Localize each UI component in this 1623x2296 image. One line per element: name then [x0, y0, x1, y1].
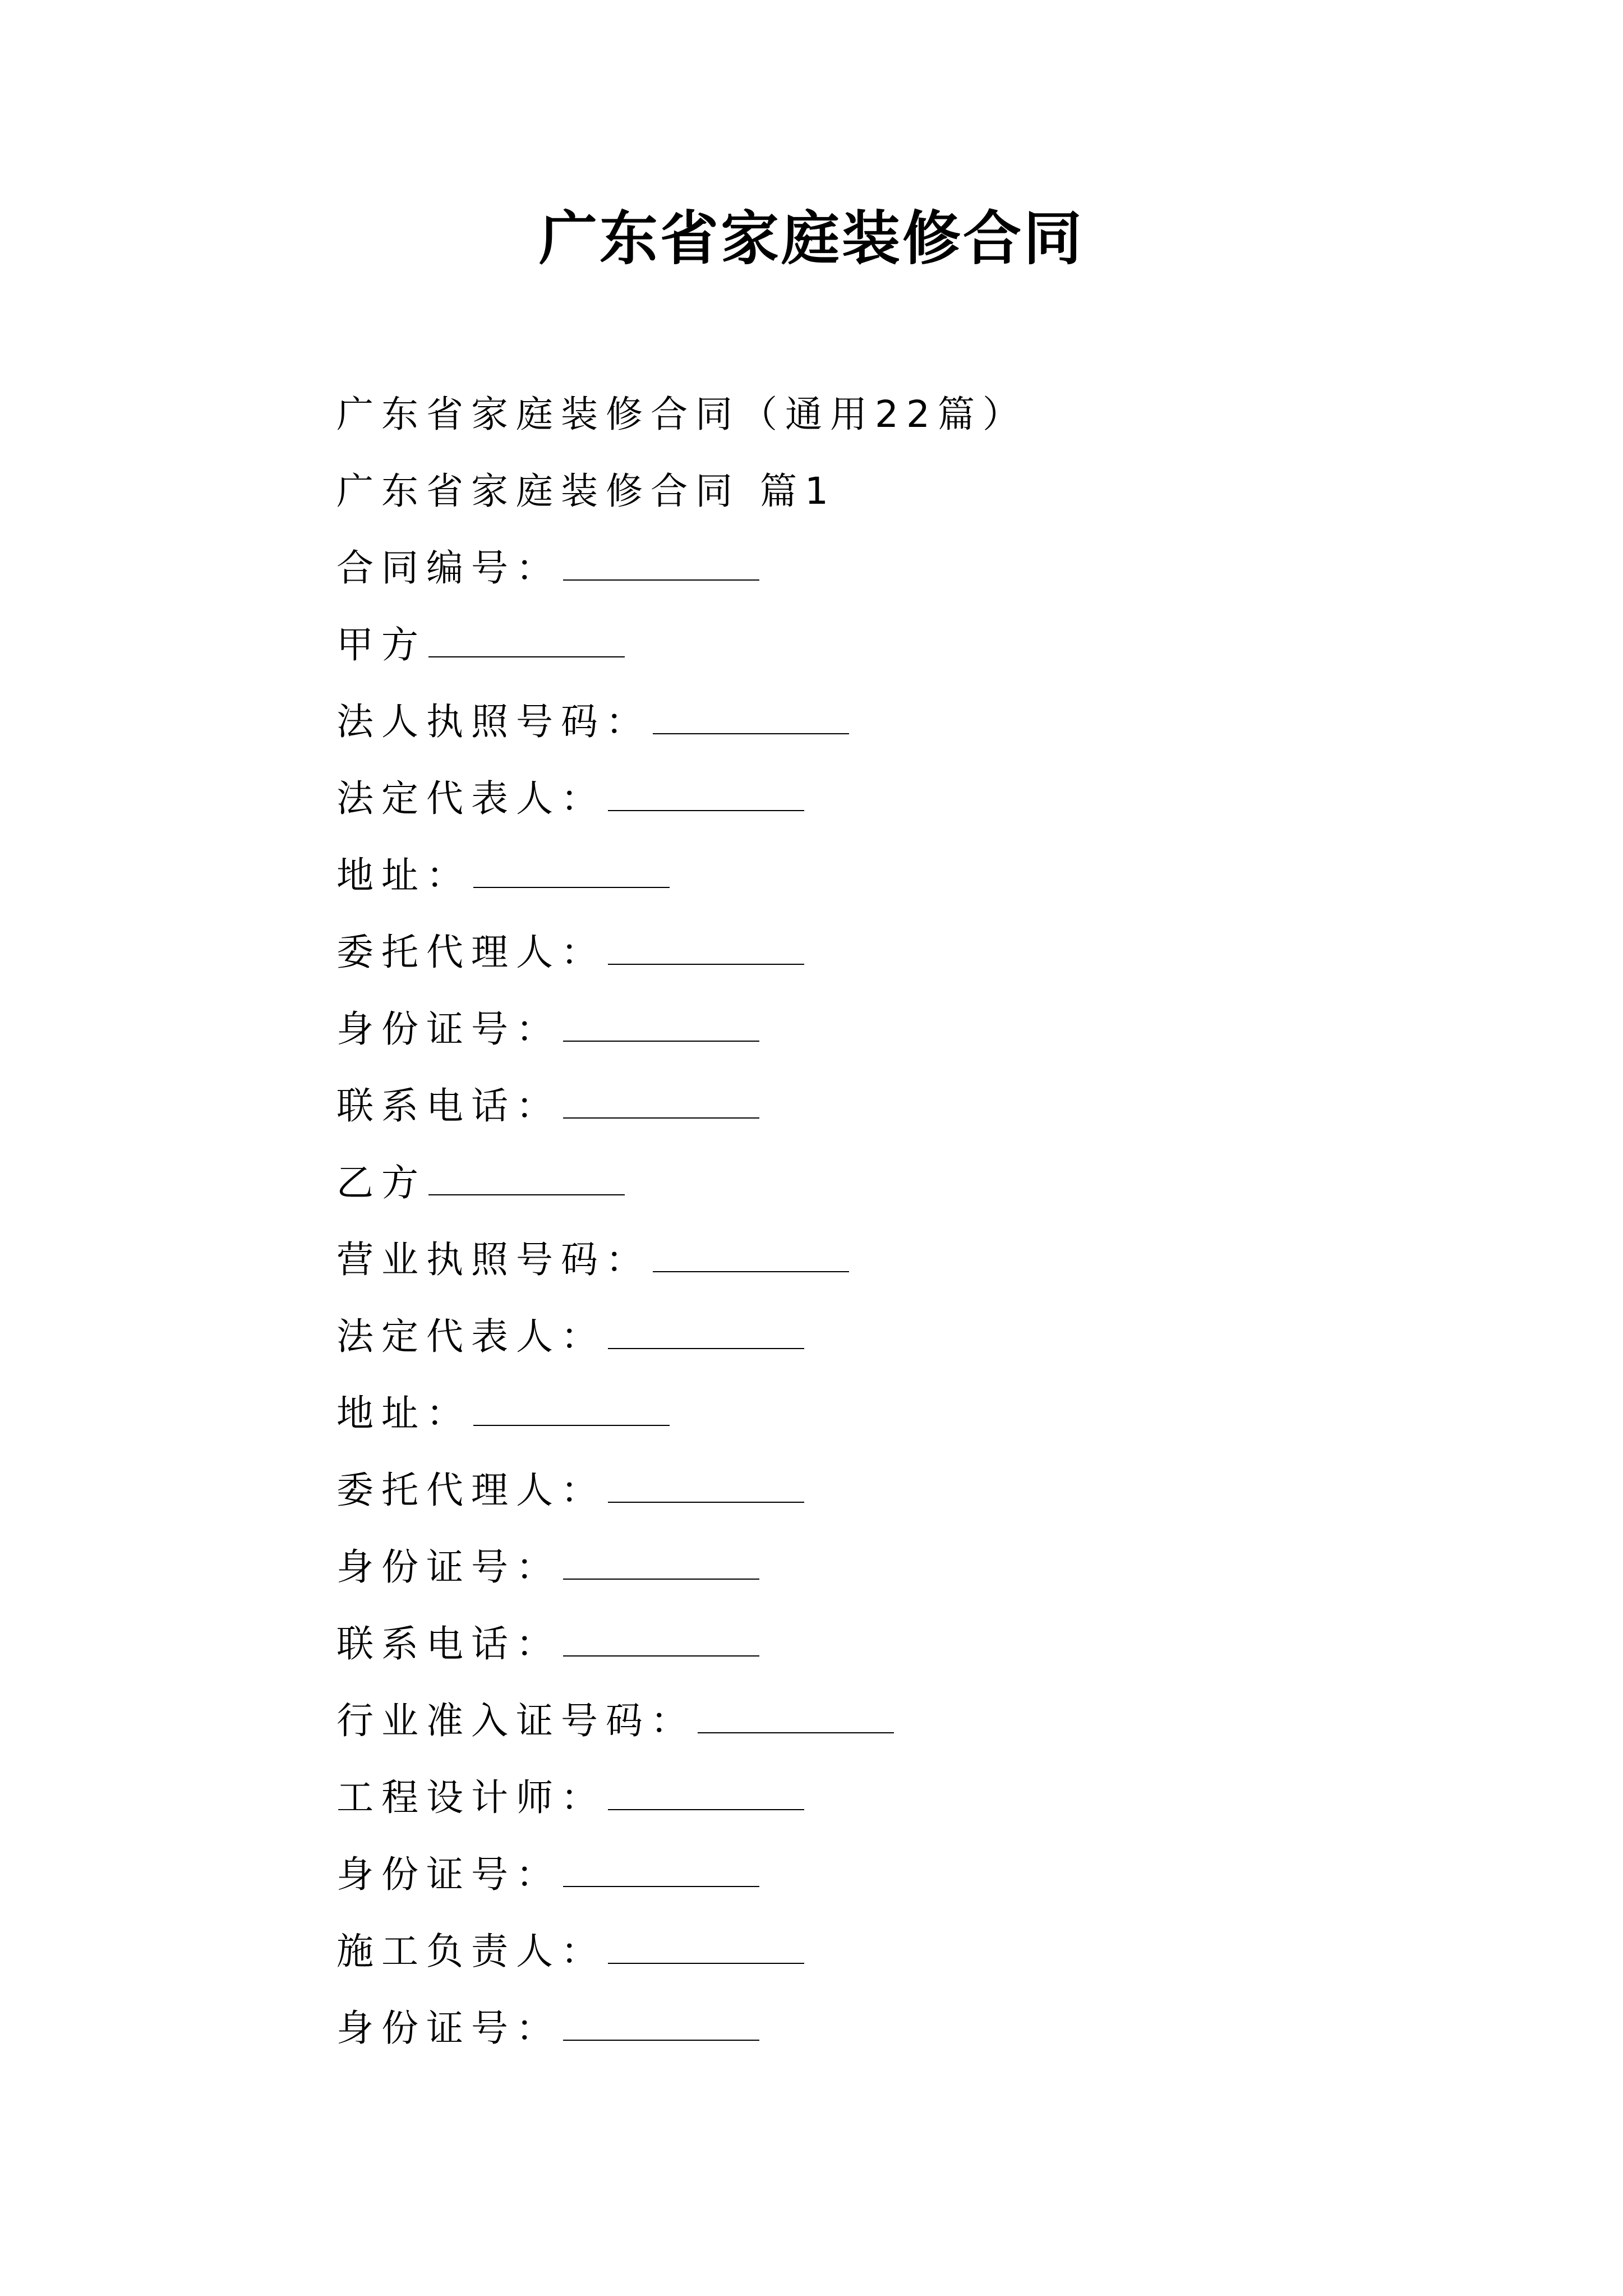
- field-label: 乙方: [336, 1161, 426, 1204]
- field-industry-permit: [336, 1682, 1514, 1759]
- blank-line: [428, 619, 625, 657]
- blank-line: [428, 1157, 625, 1195]
- field-party-a-license: [336, 683, 1514, 760]
- field-party-b-legal-rep: [336, 1298, 1514, 1375]
- blank-line: [608, 1926, 804, 1964]
- field-party-b-id: [336, 1529, 1514, 1605]
- field-party-b: [336, 1144, 1514, 1221]
- field-designer: [336, 1759, 1514, 1836]
- field-party-a: [336, 606, 1514, 683]
- field-construction-lead: [336, 1913, 1514, 1990]
- field-label: 甲方: [336, 623, 426, 666]
- field-contract-number: [336, 530, 1514, 606]
- field-label: 营业执照号码：: [336, 1238, 651, 1281]
- field-label: 身份证号：: [336, 2007, 561, 2050]
- blank-line: [608, 927, 804, 965]
- document-title: 广东省家庭装修合同: [538, 204, 1084, 273]
- field-party-a-phone: [336, 1068, 1514, 1144]
- field-label: 身份证号：: [336, 1007, 561, 1051]
- blank-line: [563, 542, 759, 581]
- field-label: 地址：: [336, 1392, 471, 1435]
- blank-line: [563, 1080, 759, 1119]
- field-label: 地址：: [336, 854, 471, 897]
- field-label: 法人执照号码：: [336, 700, 651, 743]
- blank-line: [698, 1695, 894, 1733]
- blank-line: [563, 1004, 759, 1042]
- blank-line: [608, 1772, 804, 1810]
- field-label: 身份证号：: [336, 1853, 561, 1896]
- field-label: 联系电话：: [336, 1084, 561, 1128]
- field-party-b-license: [336, 1221, 1514, 1298]
- field-designer-id: [336, 1836, 1514, 1913]
- field-party-b-agent: [336, 1452, 1514, 1529]
- blank-line: [563, 1618, 759, 1657]
- blank-line: [563, 1849, 759, 1887]
- blank-line: [608, 773, 804, 811]
- field-label: 委托代理人：: [336, 931, 606, 974]
- blank-line: [608, 1465, 804, 1503]
- blank-line: [653, 1234, 849, 1272]
- field-party-a-agent: [336, 914, 1514, 991]
- field-party-b-phone: [336, 1605, 1514, 1682]
- field-label: 联系电话：: [336, 1622, 561, 1665]
- field-label: 合同编号：: [336, 546, 561, 590]
- blank-line: [473, 850, 670, 888]
- field-label: 身份证号：: [336, 1545, 561, 1589]
- field-label: 法定代表人：: [336, 777, 606, 820]
- document-subtitle: 广东省家庭装修合同（通用22篇）: [336, 393, 1027, 436]
- field-party-a-address: [336, 837, 1514, 914]
- section-heading: 广东省家庭装修合同 篇1: [336, 470, 836, 513]
- field-label: 行业准入证号码：: [336, 1699, 695, 1742]
- field-party-b-address: [336, 1375, 1514, 1452]
- field-label: 施工负责人：: [336, 1930, 606, 1973]
- field-label: 法定代表人：: [336, 1315, 606, 1358]
- blank-line: [563, 2003, 759, 2041]
- blank-line: [563, 1542, 759, 1580]
- field-party-a-legal-rep: [336, 760, 1514, 837]
- document-body: [336, 376, 1514, 2067]
- field-construction-lead-id: [336, 1990, 1514, 2067]
- field-label: 工程设计师：: [336, 1776, 606, 1819]
- field-party-a-id: [336, 991, 1514, 1068]
- blank-line: [608, 1311, 804, 1349]
- blank-line: [473, 1388, 670, 1426]
- blank-line: [653, 696, 849, 734]
- field-label: 委托代理人：: [336, 1469, 606, 1512]
